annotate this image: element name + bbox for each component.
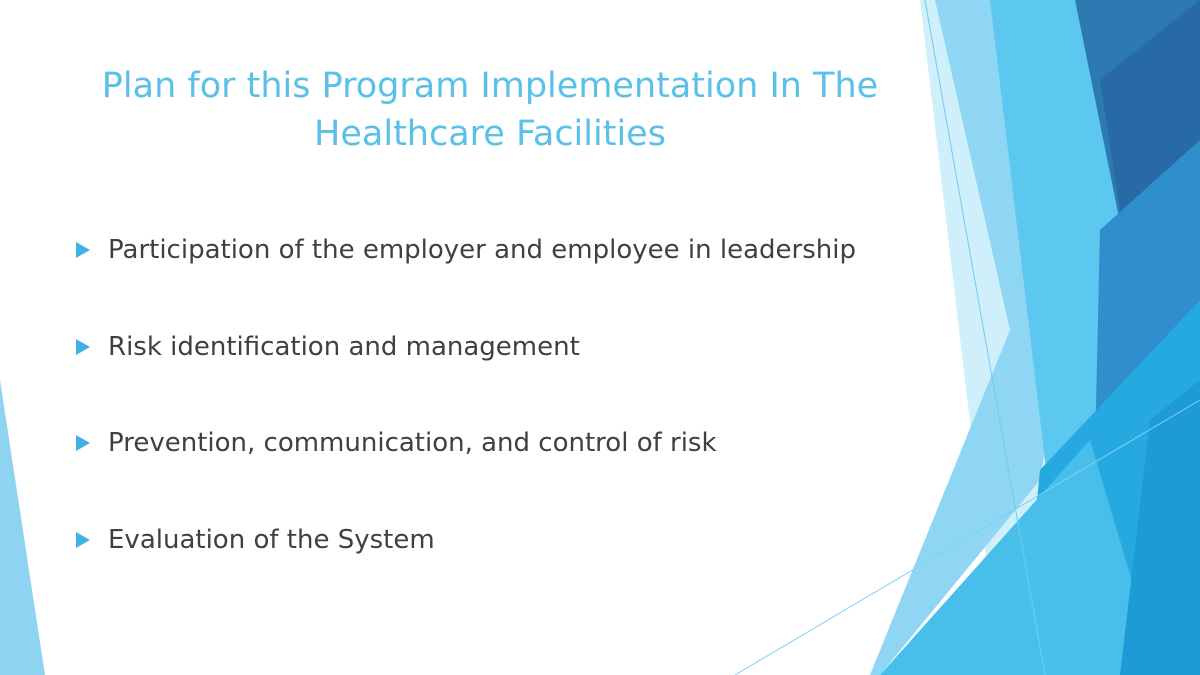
- triangle-bullet-icon: [76, 242, 90, 258]
- bullet-text: Evaluation of the System: [108, 524, 435, 555]
- triangle-bullet-icon: [76, 532, 90, 548]
- bullet-item: [76, 518, 936, 562]
- bullet-list: [76, 228, 936, 614]
- bullet-item: [76, 228, 936, 272]
- slide-title: Plan for this Program Implementation In The Healthcare Facilities: [101, 66, 879, 154]
- bullet-item: [76, 421, 936, 465]
- bullet-text: Participation of the employer and employee in leadership: [108, 235, 856, 265]
- bullet-item: [76, 325, 936, 369]
- bullet-text: Risk identification and management: [108, 331, 580, 362]
- triangle-bullet-icon: [76, 435, 90, 451]
- bullet-text: Prevention, communication, and control of risk: [108, 428, 717, 458]
- left-edge-facet: [0, 380, 45, 675]
- triangle-bullet-icon: [76, 339, 90, 355]
